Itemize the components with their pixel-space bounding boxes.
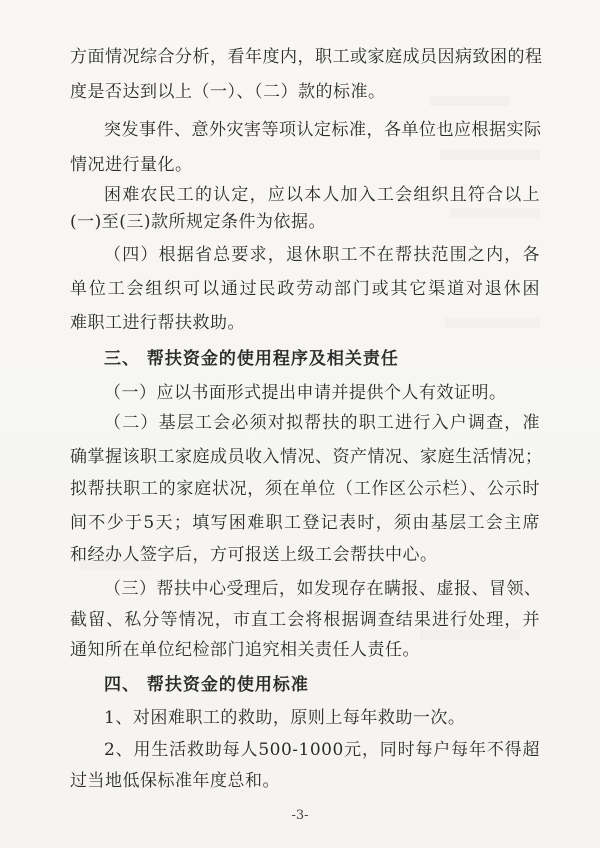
text-line: 确掌握该职工家庭成员收入情况、资产情况、家庭生活情况； bbox=[70, 447, 543, 467]
text-line: （四）根据省总要求，退休职工不在帮扶范围之内，各 bbox=[104, 245, 540, 265]
text-line: 难职工进行帮扶救助。 bbox=[70, 313, 245, 333]
text-line: 情况进行量化。 bbox=[70, 155, 193, 175]
text-line: 困难农民工的认定，应以本人加入工会组织且符合以上 bbox=[104, 185, 540, 205]
text-line: 过当地低保标准年度总和。 bbox=[70, 771, 280, 791]
text-line: 间不少于5天；填写困难职工登记表时，须由基层工会主席 bbox=[70, 513, 540, 533]
page-number: -3- bbox=[291, 808, 309, 823]
text-line: 2、用生活救助每人500-1000元，同时每户每年不得超 bbox=[104, 740, 540, 760]
text-line: （二）基层工会必须对拟帮扶的职工进行入户调查，准 bbox=[104, 413, 540, 433]
section-heading: 三、 帮扶资金的使用程序及相关责任 bbox=[104, 349, 399, 369]
text-line: 截留、私分等情况，市直工会将根据调查结果进行处理，并 bbox=[70, 610, 540, 630]
text-line: 1、对困难职工的救助，原则上每年救助一次。 bbox=[104, 708, 466, 728]
text-line: 拟帮扶职工的家庭状况，须在单位（工作区公示栏）、公示时 bbox=[70, 479, 540, 499]
text-line: 通知所在单位纪检部门追究相关责任人责任。 bbox=[70, 640, 420, 660]
text-line: 突发事件、意外灾害等项认定标准，各单位也应根据实际 bbox=[104, 120, 542, 140]
text-line: 度是否达到以上（一）、（二）款的标准。 bbox=[70, 82, 386, 102]
text-line: 单位工会组织可以通过民政劳动部门或其它渠道对退休困 bbox=[70, 279, 540, 299]
section-heading: 四、 帮扶资金的使用标准 bbox=[104, 675, 309, 695]
text-line: （一）应以书面形式提出申请并提供个人有效证明。 bbox=[104, 383, 507, 403]
text-line: 和经办人签字后，方可报送上级工会帮扶中心。 bbox=[70, 545, 438, 565]
text-line: 方面情况综合分析，看年度内，职工或家庭成员因病致困的程 bbox=[70, 47, 543, 67]
text-line: （三）帮扶中心受理后，如发现存在瞒报、虚报、冒领、 bbox=[104, 579, 542, 599]
text-line: (一)至(三)款所规定条件为依据。 bbox=[70, 212, 327, 232]
